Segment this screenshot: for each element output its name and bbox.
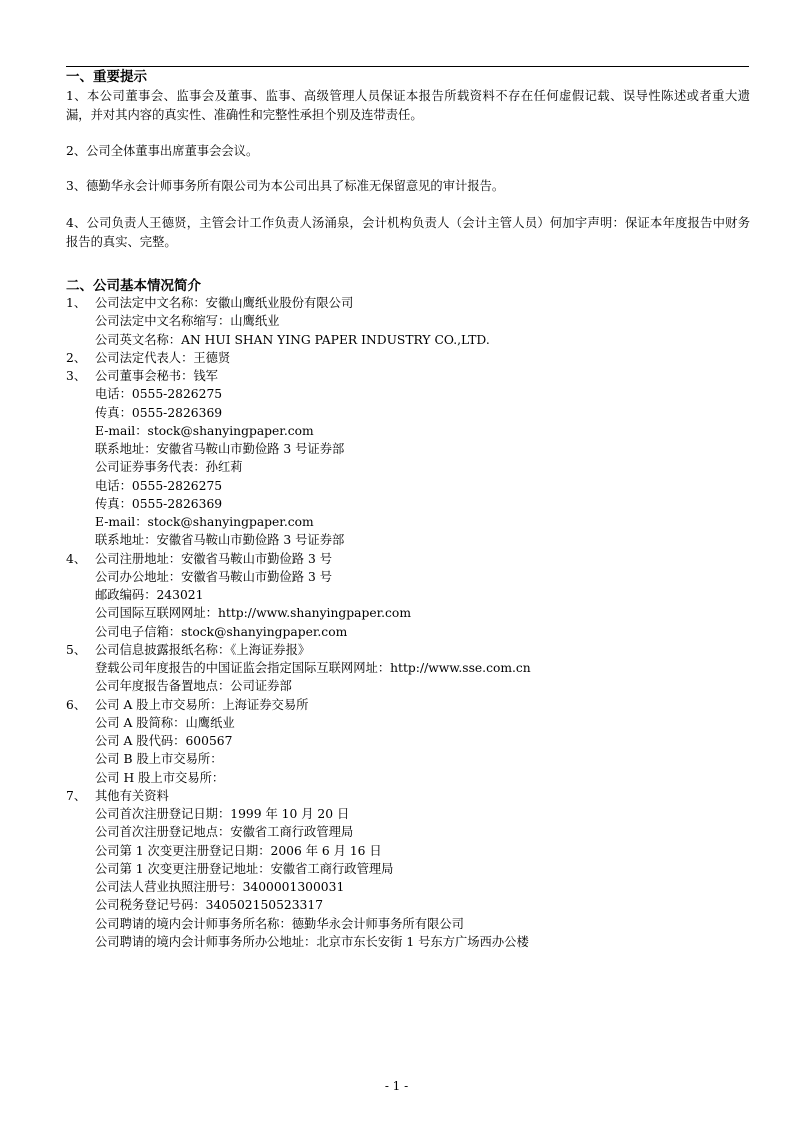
info-item-text: 公司法人营业执照注册号：3400001300031 <box>95 880 345 894</box>
info-item-text: 公司信息披露报纸名称：《上海证券报》 <box>95 643 311 657</box>
info-item-text: 电话：0555-2826275 <box>95 479 223 493</box>
info-item-text: 联系地址：安徽省马鞍山市勤俭路 3 号证券部 <box>95 442 345 456</box>
info-item-text: 公司聘请的境内会计师事务所名称：德勤华永会计师事务所有限公司 <box>95 917 464 931</box>
info-item-number: 2、 <box>66 351 87 365</box>
info-item-text: 公司注册地址：安徽省马鞍山市勤俭路 3 号 <box>95 552 332 566</box>
info-item-text: 公司聘请的境内会计师事务所办公地址：北京市东长安街 1 号东方广场西办公楼 <box>95 935 529 949</box>
notice-paragraph-1: 1、本公司董事会、监事会及董事、监事、高级管理人员保证本报告所载资料不存在任何虚假记载、误导性陈述或者重大遗漏，并对其内容的真实性、准确性和完整性承担个别及连带责任。 <box>66 89 750 122</box>
info-item-text: 公司第 1 次变更注册登记日期：2006 年 6 月 16 日 <box>95 844 382 858</box>
info-item-text: 公司证券事务代表：孙红莉 <box>95 460 243 474</box>
info-item-text: 公司 A 股代码：600567 <box>95 734 233 748</box>
info-item-text: 公司 H 股上市交易所： <box>95 771 225 785</box>
info-item-text: E-mail：stock@shanyingpaper.com <box>95 515 314 529</box>
info-item-text: 公司电子信箱：stock@shanyingpaper.com <box>95 625 348 639</box>
info-item-text: 公司第 1 次变更注册登记地址：安徽省工商行政管理局 <box>95 862 394 876</box>
info-item-text: 公司 A 股上市交易所：上海证券交易所 <box>95 698 309 712</box>
info-item-text: E-mail：stock@shanyingpaper.com <box>95 424 314 438</box>
info-item-text: 公司英文名称：AN HUI SHAN YING PAPER INDUSTRY CO.,LTD. <box>95 333 490 347</box>
info-item-number: 1、 <box>66 296 87 310</box>
info-item-text: 邮政编码：243021 <box>95 588 204 602</box>
info-item-number: 5、 <box>66 643 87 657</box>
info-item-text: 其他有关资料 <box>95 789 169 803</box>
info-item-number: 4、 <box>66 552 87 566</box>
info-item-number: 3、 <box>66 369 87 383</box>
info-item-text: 公司 A 股简称：山鹰纸业 <box>95 716 235 730</box>
info-item-number: 7、 <box>66 789 87 803</box>
info-item-text: 公司 B 股上市交易所： <box>95 752 223 766</box>
info-item-text: 公司首次注册登记地点：安徽省工商行政管理局 <box>95 825 354 839</box>
notice-paragraph-4: 4、公司负责人王德贤，主管会计工作负责人汤涌泉，会计机构负责人（会计主管人员）何加宇声明：保证本年度报告中财务报告的真实、完整。 <box>66 216 750 249</box>
info-item-text: 公司国际互联网网址：http://www.shanyingpaper.com <box>95 606 411 620</box>
info-item-text: 公司法定中文名称缩写：山鹰纸业 <box>95 314 280 328</box>
info-item-text: 传真：0555-2826369 <box>95 406 223 420</box>
info-item-text: 公司税务登记号码：340502150523317 <box>95 898 324 912</box>
info-item-text: 公司办公地址：安徽省马鞍山市勤俭路 3 号 <box>95 570 332 584</box>
info-item-text: 公司年度报告备置地点：公司证券部 <box>95 679 292 693</box>
page-number: - 1 - <box>384 1079 409 1093</box>
header-rule <box>66 66 749 67</box>
info-item-text: 公司董事会秘书：钱军 <box>95 369 218 383</box>
info-item-text: 登载公司年度报告的中国证监会指定国际互联网网址：http://www.sse.com.cn <box>95 661 531 675</box>
info-item-text: 传真：0555-2826369 <box>95 497 223 511</box>
notice-paragraph-3: 3、德勤华永会计师事务所有限公司为本公司出具了标准无保留意见的审计报告。 <box>66 179 505 193</box>
info-item-number: 6、 <box>66 698 87 712</box>
info-item-text: 联系地址：安徽省马鞍山市勤俭路 3 号证券部 <box>95 533 345 547</box>
section-2-heading: 二、公司基本情况简介 <box>66 278 201 294</box>
info-item-text: 公司首次注册登记日期：1999 年 10 月 20 日 <box>95 807 350 821</box>
section-1-heading: 一、重要提示 <box>66 69 147 85</box>
info-item-text: 电话：0555-2826275 <box>95 387 223 401</box>
info-item-text: 公司法定代表人：王德贤 <box>95 351 231 365</box>
notice-paragraph-2: 2、公司全体董事出席董事会会议。 <box>66 144 259 158</box>
info-item-text: 公司法定中文名称：安徽山鹰纸业股份有限公司 <box>95 296 354 310</box>
